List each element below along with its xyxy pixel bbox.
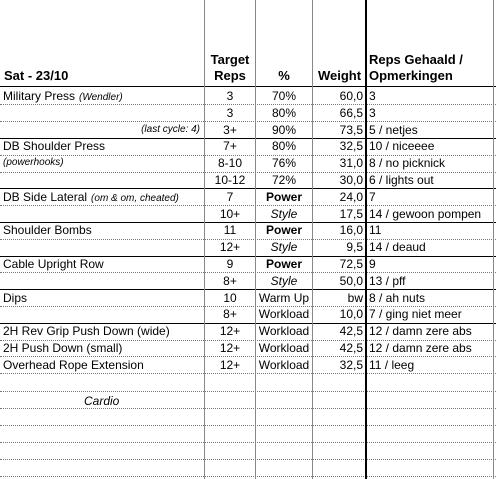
sheet-title: Sat - 23/10	[4, 68, 69, 83]
grid-line	[0, 425, 496, 426]
result-cell: 3	[369, 89, 376, 103]
exercise-name: Overhead Rope Extension	[3, 357, 144, 372]
exercise-name: DB Shoulder Press	[3, 139, 106, 154]
target-reps-cell: 7	[226, 189, 234, 204]
percent-cell: 70%	[271, 89, 297, 103]
percent-cell: 76%	[271, 156, 297, 171]
exercise-name-text: DB Side Lateral	[3, 189, 88, 204]
result-cell: 5 / netjes	[369, 122, 418, 137]
result-cell: 14 / gewoon pompen	[369, 206, 482, 221]
weight-cell: 30,0	[339, 173, 363, 187]
percent-cell: Power	[265, 189, 302, 204]
percent-cell: Workload	[258, 307, 310, 322]
weight-cell: 31,0	[339, 156, 363, 171]
target-reps-cell: 12+	[219, 341, 241, 355]
result-cell: 12 / damn zere abs	[369, 341, 472, 355]
grid-line	[0, 391, 496, 392]
weight-cell: 32,5	[339, 139, 363, 154]
exercise-note: (last cycle: 4)	[141, 123, 200, 135]
percent-cell: Workload	[258, 324, 310, 339]
grid-line	[204, 0, 205, 479]
target-reps-cell: 12+	[219, 324, 241, 339]
weight-cell: 60,0	[339, 89, 363, 103]
weight-header: Weight	[317, 68, 362, 83]
exercise-name: 2H Push Down (small)	[3, 341, 123, 355]
result-cell: 10 / niceeee	[369, 139, 435, 154]
percent-cell: Style	[270, 240, 298, 255]
weight-cell: 16,0	[339, 223, 363, 238]
exercise-name: 2H Rev Grip Push Down (wide)	[3, 324, 170, 339]
target-reps-cell: 3	[226, 105, 234, 120]
exercise-name: Dips	[3, 290, 28, 305]
weight-cell: 24,0	[339, 189, 363, 204]
result-cell: 13 / pff	[369, 273, 406, 288]
percent-cell: Warm Up	[258, 290, 310, 305]
exercise-name-text: Military Press	[3, 89, 76, 103]
exercise-name: Cable Upright Row	[3, 257, 104, 271]
grid-line	[0, 459, 496, 460]
weight-cell: bw	[347, 290, 363, 305]
result-cell: 9	[369, 257, 376, 271]
weight-cell: 10,0	[339, 307, 363, 322]
result-cell: 11 / leeg	[369, 357, 415, 372]
weight-cell: 73,5	[339, 122, 363, 137]
result-cell: 12 / damn zere abs	[369, 324, 472, 339]
weight-cell: 9,5	[346, 240, 363, 255]
grid-line	[0, 442, 496, 443]
result-cell: 6 / lights out	[369, 173, 434, 187]
percent-cell: 80%	[271, 105, 297, 120]
weight-cell: 42,5	[339, 324, 363, 339]
weight-cell: 32,5	[339, 357, 363, 372]
percent-cell: Style	[270, 206, 298, 221]
grid-line	[493, 0, 494, 479]
weight-cell: 17,5	[339, 206, 363, 221]
result-cell: 8 / no picknick	[369, 156, 446, 171]
cardio-label: Cardio	[84, 394, 120, 408]
target-reps-cell: 7+	[223, 139, 237, 154]
result-cell: 3	[369, 105, 376, 120]
result-cell: 11	[369, 223, 382, 238]
grid-line	[0, 86, 496, 87]
reps-done-header-line1: Reps Gehaald /	[369, 52, 463, 67]
exercise-note: (om & om, cheated)	[91, 192, 179, 204]
grid-line	[0, 373, 496, 374]
grid-line	[312, 0, 313, 479]
percent-header: %	[278, 68, 290, 83]
result-cell: 8 / ah nuts	[369, 290, 426, 305]
exercise-name	[3, 189, 179, 207]
target-reps-cell: 8-10	[217, 156, 243, 171]
reps-done-header-line2: Opmerkingen	[369, 68, 453, 83]
grid-line	[255, 0, 256, 479]
percent-cell: Power	[265, 257, 302, 271]
target-reps-cell: 8+	[223, 307, 237, 322]
target-reps-header-line2: Reps	[214, 68, 246, 83]
percent-cell: 90%	[271, 122, 297, 137]
exercise-note: (Wendler)	[79, 92, 123, 103]
percent-cell: Workload	[258, 341, 310, 355]
exercise-name	[3, 88, 123, 106]
target-reps-header-line1: Target	[210, 52, 250, 67]
percent-cell: 72%	[271, 173, 297, 187]
target-reps-cell: 9	[226, 257, 234, 271]
weight-cell: 66,5	[339, 105, 363, 120]
target-reps-cell: 11	[223, 223, 237, 238]
target-reps-cell: 8+	[223, 273, 237, 288]
percent-cell: Power	[265, 223, 302, 238]
grid-line	[365, 0, 367, 479]
target-reps-cell: 10	[223, 290, 237, 305]
result-cell: 7	[369, 189, 376, 204]
percent-cell: Workload	[258, 357, 310, 372]
exercise-note: (powerhooks)	[3, 157, 64, 169]
target-reps-cell: 12+	[219, 357, 241, 372]
exercise-name: Shoulder Bombs	[3, 223, 92, 238]
weight-cell: 72,5	[339, 257, 363, 271]
grid-line	[0, 408, 496, 409]
target-reps-cell: 3+	[223, 122, 237, 137]
result-cell: 7 / ging niet meer	[369, 307, 462, 322]
percent-cell: 80%	[271, 139, 297, 154]
grid-line	[0, 476, 496, 477]
percent-cell: Style	[270, 273, 298, 288]
weight-cell: 50,0	[339, 273, 363, 288]
weight-cell: 42,5	[339, 341, 363, 355]
target-reps-cell: 12+	[219, 240, 241, 255]
target-reps-cell: 3	[226, 89, 234, 103]
target-reps-cell: 10-12	[214, 173, 246, 187]
target-reps-cell: 10+	[219, 206, 241, 221]
result-cell: 14 / deaud	[369, 240, 426, 255]
